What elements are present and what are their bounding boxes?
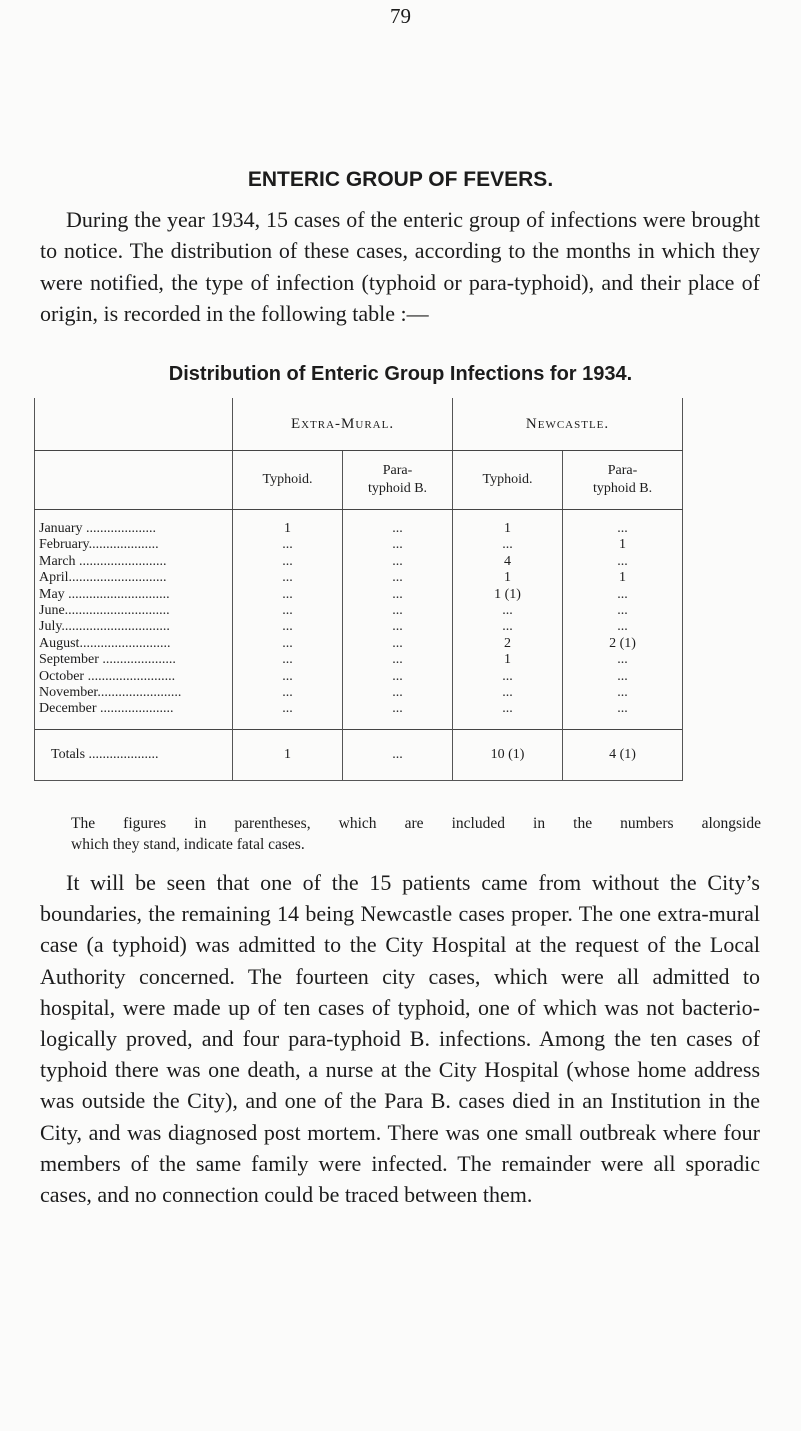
totals-cell: 4 (1): [563, 729, 683, 780]
table-cell: 1 (1): [453, 587, 563, 603]
table-cell: ...: [563, 587, 683, 603]
table-row: [35, 652, 683, 668]
table-footnote: [71, 813, 761, 855]
table-cell: ...: [343, 521, 453, 537]
table-cell: ...: [343, 652, 453, 668]
table-cell: ...: [343, 636, 453, 652]
page-number: 79: [390, 4, 411, 28]
col-header-extra-typhoid: Typhoid.: [233, 451, 343, 510]
table-cell: ...: [233, 554, 343, 570]
table-cell: ...: [233, 701, 343, 717]
table-row: [35, 619, 683, 635]
month-label: May .............................: [35, 587, 233, 603]
intro-paragraph: During the year 1934, 15 cases of the enteric group of infections were brought to notice. The distribution of these cases, according to the months in which they were notified, the type of infection (typhoid or para-typhoid), and their place of origin, is recorded in the following table :—: [40, 207, 760, 326]
month-label: September .....................: [35, 652, 233, 668]
table-cell: 1: [453, 570, 563, 586]
table-cell: 1: [233, 521, 343, 537]
table-row: [35, 521, 683, 537]
month-label: April............................: [35, 570, 233, 586]
table-cell: ...: [453, 537, 563, 553]
totals-row: [35, 729, 683, 780]
table-cell: 1: [563, 570, 683, 586]
table-cell: 1: [453, 521, 563, 537]
group-header-extra-mural: Extra-Mural.: [233, 398, 453, 451]
month-label: January ....................: [35, 521, 233, 537]
table-cell: ...: [343, 669, 453, 685]
table-title: Distribution of Enteric Group Infections for 1934.: [168, 363, 633, 385]
table-cell: ...: [453, 603, 563, 619]
month-label: November........................: [35, 685, 233, 701]
table-cell: ...: [343, 554, 453, 570]
table-cell: ...: [343, 701, 453, 717]
table-cell: 1: [563, 537, 683, 553]
totals-label: Totals ....................: [35, 729, 233, 780]
table-row: [35, 685, 683, 701]
table-cell: ...: [233, 570, 343, 586]
table-cell: ...: [453, 701, 563, 717]
table-cell: ...: [343, 537, 453, 553]
table-cell: ...: [563, 652, 683, 668]
table-row: [35, 554, 683, 570]
table-cell: ...: [343, 619, 453, 635]
table-cell: ...: [343, 570, 453, 586]
table-row: [35, 603, 683, 619]
table-cell: ...: [233, 685, 343, 701]
table-cell: ...: [563, 521, 683, 537]
table-cell: ...: [453, 669, 563, 685]
group-header-newcastle: Newcastle.: [453, 398, 683, 451]
table-cell: 2: [453, 636, 563, 652]
table-corner-sub: [35, 451, 233, 510]
col-header-extra-paratyphoid: Para- typhoid B.: [343, 451, 453, 510]
totals-cell: 1: [233, 729, 343, 780]
table-cell: ...: [563, 619, 683, 635]
table-cell: 2 (1): [563, 636, 683, 652]
month-label: December .....................: [35, 701, 233, 717]
footnote-line-1: The figures in parentheses, which are included in the numbers alongside: [71, 815, 761, 832]
table-cell: ...: [233, 636, 343, 652]
month-label: March .........................: [35, 554, 233, 570]
table-row: [35, 587, 683, 603]
table-cell: ...: [563, 554, 683, 570]
footnote-line-2: which they stand, indicate fatal cases.: [71, 836, 305, 853]
month-label: August..........................: [35, 636, 233, 652]
col-header-newcastle-typhoid: Typhoid.: [453, 451, 563, 510]
table-cell: ...: [233, 619, 343, 635]
table-row: [35, 669, 683, 685]
table-cell: ...: [453, 619, 563, 635]
body-paragraph: It will be seen that one of the 15 patients came from without the City’s boundaries, the remaining 14 being Newcastle cases proper. The one extra-mural case (a typhoid) was admitted to the City Hospital at the request of the Local Authority concerned. The fourteen city cases, which were all admitted to hospital, were made up of ten cases of typhoid, one of which was not bacterio-logically proved, and four para-typhoid B. infections. Among the ten cases of typhoid there was one death, a nurse at the City Hospital (whose home address was outside the City), and one of the Para B. cases died in an Institution in the City, and was diagnosed post mortem. There was one small outbreak where four members of the same family were infected. The remainder were all sporadic cases, and no connection could be traced between them.: [40, 870, 760, 1208]
col-header-newcastle-paratyphoid: Para- typhoid B.: [563, 451, 683, 510]
table-cell: 4: [453, 554, 563, 570]
table-cell: ...: [343, 587, 453, 603]
table-cell: ...: [233, 537, 343, 553]
distribution-table: [34, 398, 683, 781]
table-cell: ...: [233, 669, 343, 685]
month-label: July...............................: [35, 619, 233, 635]
table-cell: ...: [343, 603, 453, 619]
table-cell: ...: [453, 685, 563, 701]
table-cell: ...: [563, 685, 683, 701]
table-cell: ...: [563, 669, 683, 685]
table-cell: ...: [233, 587, 343, 603]
table-row: [35, 701, 683, 717]
table-row: [35, 570, 683, 586]
table-row: [35, 636, 683, 652]
table-cell: ...: [563, 701, 683, 717]
table-corner: [35, 398, 233, 451]
section-heading: ENTERIC GROUP OF FEVERS.: [247, 168, 554, 191]
table-row: [35, 537, 683, 553]
table-cell: ...: [343, 685, 453, 701]
table-cell: ...: [233, 652, 343, 668]
table-cell: 1: [453, 652, 563, 668]
month-label: June..............................: [35, 603, 233, 619]
totals-cell: ...: [343, 729, 453, 780]
month-label: October .........................: [35, 669, 233, 685]
month-label: February....................: [35, 537, 233, 553]
totals-cell: 10 (1): [453, 729, 563, 780]
table-cell: ...: [563, 603, 683, 619]
table-cell: ...: [233, 603, 343, 619]
